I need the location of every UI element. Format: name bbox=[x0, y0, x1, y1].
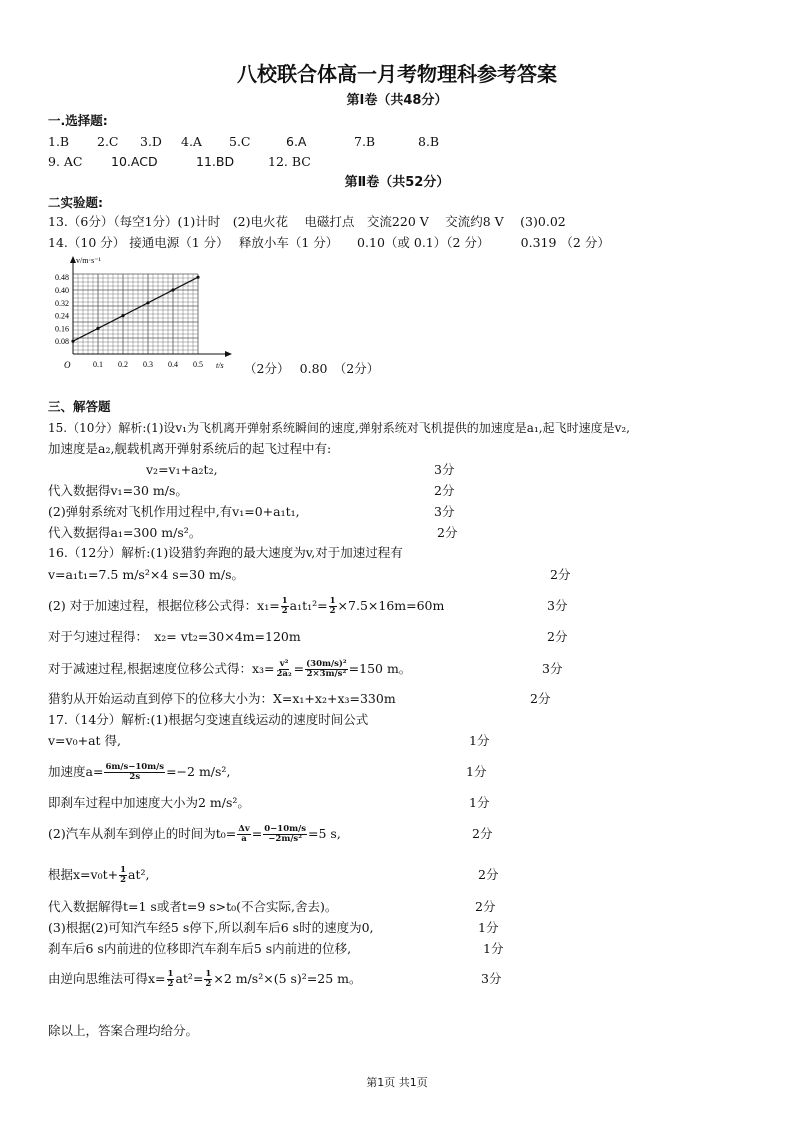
q17-line: v=v₀+at 得, bbox=[48, 733, 122, 748]
score: 2分 bbox=[530, 691, 551, 706]
section2-heading: 二实验题: bbox=[48, 195, 103, 210]
y-tick-label: 0.08 bbox=[55, 337, 69, 347]
x-axis-label: t/s bbox=[216, 361, 224, 370]
graph-answer: （2分） 0.80 （2分） bbox=[244, 361, 380, 376]
answer-item: 5.C bbox=[229, 134, 251, 149]
answer-item: 2.C bbox=[97, 134, 119, 149]
q16-line: v=a₁t₁=7.5 m/s²×4 s=30 m/s。 bbox=[48, 567, 244, 582]
q16-line: 猎豹从开始运动直到停下的位移大小为：X=x₁+x₂+x₃=330m bbox=[48, 691, 396, 706]
x-tick-label: 0.4 bbox=[168, 360, 178, 369]
q15-line: 加速度是a₂,舰载机离开弹射系统后的起飞过程中有: bbox=[48, 441, 332, 456]
score: 2分 bbox=[550, 567, 571, 582]
fraction: $\frac{1}{2}$ bbox=[329, 596, 336, 616]
q15-line: 代入数据得a₁=300 m/s²。 bbox=[48, 525, 202, 540]
data-point bbox=[196, 276, 199, 279]
q17-line: 刹车后6 s内前进的位移即汽车刹车后5 s内前进的位移, bbox=[48, 941, 352, 956]
y-tick-label: 0.24 bbox=[55, 311, 69, 321]
score: 2分 bbox=[437, 525, 458, 540]
q16-line: (2) 对于加速过程，根据位移公式得：x₁= $\frac{1}{2}$ a₁t₁²= $\frac{1}{2}$ ×7.5×16m=60m bbox=[48, 596, 445, 616]
closing-note: 除以上，答案合理均给分。 bbox=[48, 1023, 199, 1038]
question-14: 14.（10 分） 接通电源（1 分） 释放小车（1 分） 0.10（或 0.1）（2 分） 0.319 （2 分） bbox=[48, 235, 610, 250]
data-point bbox=[71, 340, 74, 343]
fraction: $\frac{\text{(30m/s)²}}{\text{2×3m/s²}}$ bbox=[306, 659, 347, 679]
fraction: $\frac{1}{2}$ bbox=[120, 865, 127, 885]
score: 1分 bbox=[469, 733, 490, 748]
q16-line: 对于匀速过程得： x₂= vt₂=30×4m=120m bbox=[48, 629, 301, 644]
fraction: $\frac{1}{2}$ bbox=[167, 969, 174, 989]
answer-item: 4.A bbox=[181, 134, 202, 149]
y-tick-label: 0.16 bbox=[55, 324, 69, 334]
x-tick-label: 0.1 bbox=[93, 360, 103, 369]
y-tick-label: 0.32 bbox=[55, 298, 69, 308]
y-axis-label: v/m·s⁻¹ bbox=[76, 256, 101, 265]
q17-line: 根据x=v₀t+ $\frac{1}{2}$ at², bbox=[48, 865, 150, 885]
score: 2分 bbox=[478, 867, 499, 882]
q17-line: 代入数据解得t=1 s或者t=9 s>t₀(不合实际,舍去)。 bbox=[48, 899, 338, 914]
score: 2分 bbox=[472, 826, 493, 841]
q17-line: 即刹车过程中加速度大小为2 m/s²。 bbox=[48, 795, 250, 810]
q17-line: (2)汽车从刹车到停止的时间为t₀= $\frac{\Delta v}{a}$ = $\frac{0-10m/s}{\text{−2m/s²}}$ =5 s, bbox=[48, 824, 341, 844]
q15-line: 代入数据得v₁=30 m/s。 bbox=[48, 483, 188, 498]
graph-grid bbox=[73, 274, 198, 354]
score: 1分 bbox=[469, 795, 490, 810]
x-axis-arrow bbox=[225, 351, 232, 357]
x-tick-label: 0.2 bbox=[118, 360, 128, 369]
fraction: $\frac{1}{2}$ bbox=[205, 969, 212, 989]
x-tick-label: 0.5 bbox=[193, 360, 203, 369]
score: 1分 bbox=[478, 920, 499, 935]
q17-line: 由逆向思维法可得x= $\frac{1}{2}$ at²= $\frac{1}{2}$ ×2 m/s²×(5 s)²=25 m。 bbox=[48, 969, 362, 989]
page-title: 八校联合体高一月考物理科参考答案 bbox=[237, 62, 557, 86]
question-13: 13.（6分）（每空1分）(1)计时 (2)电火花 电磁打点 交流220 V 交流约8 V (3)0.02 bbox=[48, 214, 566, 229]
x-tick-label: 0.3 bbox=[143, 360, 153, 369]
fraction: $\frac{6m/s-10m/s}{2s}$ bbox=[105, 762, 165, 782]
q16-line: 16.（12分）解析:(1)设猎豹奔跑的最大速度为v,对于加速过程有 bbox=[48, 545, 403, 560]
v-t-graph bbox=[48, 252, 243, 374]
q17-line: 加速度a= $\frac{6m/s-10m/s}{2s}$ =−2 m/s², bbox=[48, 762, 231, 782]
q15-line: (2)弹射系统对飞机作用过程中,有v₁=0+a₁t₁, bbox=[48, 504, 300, 519]
data-point bbox=[146, 301, 149, 304]
answer-item: 8.B bbox=[418, 134, 440, 149]
score: 3分 bbox=[542, 661, 563, 676]
q15-line: v₂=v₁+a₂t₂, bbox=[146, 462, 218, 477]
fit-line bbox=[73, 277, 198, 341]
origin-label: O bbox=[64, 360, 71, 370]
score: 1分 bbox=[466, 764, 487, 779]
fraction: $\frac{1}{2}$ bbox=[281, 596, 288, 616]
score: 3分 bbox=[434, 462, 455, 477]
fraction: $\frac{\text{v²}}{\text{2a₂}}$ bbox=[276, 659, 292, 679]
answer-item: 7.B bbox=[354, 134, 376, 149]
answer-item: 6.A bbox=[286, 134, 307, 149]
part1-heading: 第Ⅰ卷（共48分） bbox=[346, 93, 448, 108]
section3-heading: 三、解答题 bbox=[48, 399, 111, 414]
part2-heading: 第Ⅱ卷（共52分） bbox=[344, 175, 450, 190]
data-point bbox=[171, 288, 174, 291]
score: 1分 bbox=[483, 941, 504, 956]
score: 2分 bbox=[547, 629, 568, 644]
score: 2分 bbox=[475, 899, 496, 914]
score: 3分 bbox=[547, 598, 568, 613]
score: 3分 bbox=[481, 971, 502, 986]
answer-item: 10.ACD bbox=[111, 154, 158, 169]
y-tick-label: 0.48 bbox=[55, 273, 69, 283]
y-tick-label: 0.40 bbox=[55, 286, 69, 295]
answer-item: 3.D bbox=[140, 134, 162, 149]
q17-line: (3)根据(2)可知汽车经5 s停下,所以刹车后6 s时的速度为0, bbox=[48, 920, 374, 935]
answer-item: 9. AC bbox=[48, 154, 83, 169]
fraction: $\frac{\Delta v}{a}$ bbox=[238, 824, 250, 844]
page-footer: 第1页 共1页 bbox=[366, 1076, 428, 1089]
answer-item: 11.BD bbox=[196, 154, 235, 169]
answer-item: 12. BC bbox=[268, 154, 311, 169]
fraction: $\frac{0-10m/s}{\text{−2m/s²}}$ bbox=[264, 824, 306, 844]
answer-item: 1.B bbox=[48, 134, 70, 149]
score: 2分 bbox=[434, 483, 455, 498]
q17-line: 17.（14分）解析:(1)根据匀变速直线运动的速度时间公式 bbox=[48, 712, 369, 727]
section1-heading: 一.选择题: bbox=[48, 113, 108, 128]
data-point bbox=[96, 327, 99, 330]
score: 3分 bbox=[434, 504, 455, 519]
q16-line: 对于减速过程,根据速度位移公式得：x₃= $\frac{\text{v²}}{\text{2a₂}}$ = $\frac{\text{(30m/s)²}}{\text{2×3m/s²}}$ =150 m。 bbox=[48, 659, 412, 679]
q15-line: 15.（10分）解析:(1)设v₁为飞机离开弹射系统瞬间的速度,弹射系统对飞机提供的加速度是a₁,起飞时速度是v₂, bbox=[48, 421, 630, 435]
data-point bbox=[121, 314, 124, 317]
